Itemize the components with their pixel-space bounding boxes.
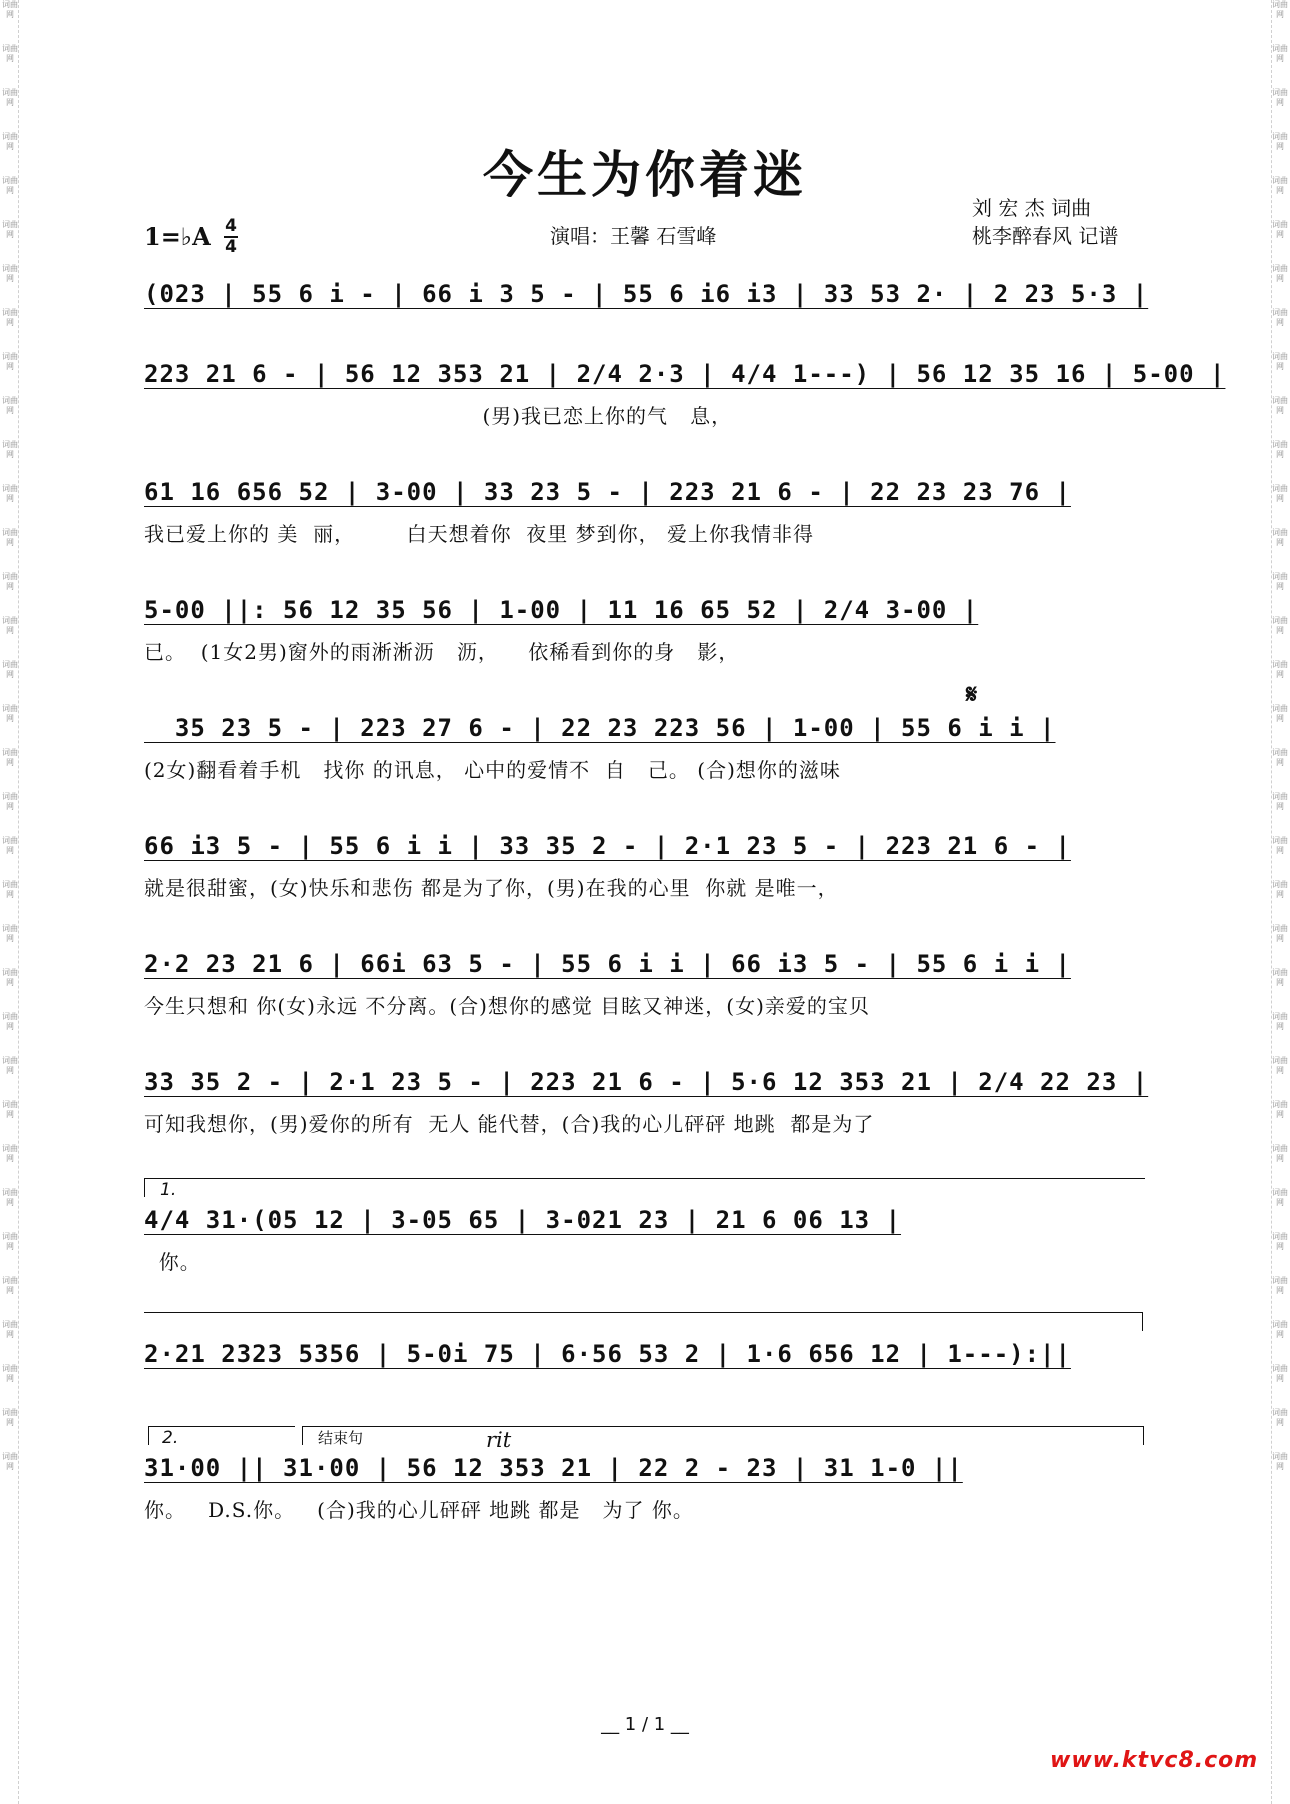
- score-line-5-lyrics: (2女)翻看着手机 找你 的讯息， 心中的爱情不 自 己。 (合)想你的滋味: [144, 758, 841, 782]
- segno-mark: 𝄋: [966, 680, 978, 710]
- watermark-text: 词曲网: [1272, 1364, 1288, 1383]
- volta-2-label: 2.: [162, 1428, 179, 1448]
- watermark-text: 词曲网: [1272, 1012, 1288, 1031]
- watermark-text: 词曲网: [2, 792, 18, 811]
- watermark-text: 词曲网: [2, 132, 18, 151]
- watermark-text: 词曲网: [2, 1100, 18, 1119]
- watermark-text: 词曲网: [2, 352, 18, 371]
- volta-bracket-1-continued: [144, 1312, 1143, 1331]
- watermark-text: 词曲网: [1272, 880, 1288, 899]
- watermark-text: 词曲网: [2, 396, 18, 415]
- watermark-text: 词曲网: [1272, 836, 1288, 855]
- score-line-3-notes: 61 16 656 52 | 3-00 | 33 23 5 - | 223 21 6 - | 22 23 23 76 |: [144, 478, 1071, 506]
- watermark-text: 词曲网: [1272, 1276, 1288, 1295]
- watermark-text: 词曲网: [1272, 220, 1288, 239]
- watermark-strip-left: [2, 0, 19, 1804]
- score-line-1-notes: (023 | 55 6 i - | 66 i 3 5 - | 55 6 i6 i3 | 33 53 2· | 2 23 5·3 |: [144, 280, 1149, 308]
- score-line-11-notes: 31·00 || 31·00 | 56 12 353 21 | 22 2 - 23 | 31 1-0 ||: [144, 1454, 963, 1482]
- page-number: __ 1 / 1 __: [601, 1714, 689, 1735]
- watermark-text: 词曲网: [1272, 176, 1288, 195]
- watermark-text: 词曲网: [2, 1408, 18, 1427]
- watermark-text: 词曲网: [1272, 352, 1288, 371]
- watermark-text: 词曲网: [2, 572, 18, 591]
- watermark-text: 词曲网: [2, 748, 18, 767]
- watermark-text: 词曲网: [1272, 572, 1288, 591]
- watermark-text: 词曲网: [2, 0, 18, 19]
- site-logo: www.ktvc8.com: [1050, 1748, 1259, 1773]
- watermark-text: 词曲网: [2, 924, 18, 943]
- watermark-text: 词曲网: [2, 704, 18, 723]
- score-line-8-lyrics: 可知我想你，(男)爱你的所有 无人 能代替，(合)我的心儿砰砰 地跳 都是为了: [144, 1112, 875, 1136]
- watermark-text: 词曲网: [1272, 1408, 1288, 1427]
- watermark-text: 词曲网: [2, 440, 18, 459]
- score-line-4-notes: 5-00 ||: 56 12 35 56 | 1-00 | 11 16 65 52 | 2/4 3-00 |: [144, 596, 979, 624]
- time-sig-bottom: 4: [225, 237, 237, 257]
- watermark-text: 词曲网: [1272, 704, 1288, 723]
- watermark-text: 词曲网: [1272, 88, 1288, 107]
- score-line-2-lyrics: (男)我已恋上你的气 息，: [144, 404, 733, 428]
- watermark-text: 词曲网: [2, 1320, 18, 1339]
- watermark-text: 词曲网: [1272, 308, 1288, 327]
- watermark-text: 词曲网: [1272, 968, 1288, 987]
- score-line-9-lyrics: 你。: [144, 1250, 201, 1274]
- watermark-text: 词曲网: [2, 660, 18, 679]
- watermark-text: 词曲网: [2, 88, 18, 107]
- watermark-text: 词曲网: [2, 1276, 18, 1295]
- watermark-text: 词曲网: [2, 264, 18, 283]
- watermark-text: 词曲网: [2, 220, 18, 239]
- watermark-text: 词曲网: [1272, 264, 1288, 283]
- watermark-text: 词曲网: [1272, 1100, 1288, 1119]
- score-line-6-notes: 66 i3 5 - | 55 6 i i | 33 35 2 - | 2·1 23 5 - | 223 21 6 - |: [144, 832, 1071, 860]
- watermark-text: 词曲网: [2, 1188, 18, 1207]
- score-line-11-lyrics: 你。 D.S.你。 (合)我的心儿砰砰 地跳 都是 为了 你。: [144, 1498, 694, 1522]
- lyricist-composer: 刘 宏 杰 词曲: [972, 196, 1092, 220]
- watermark-text: 词曲网: [1272, 748, 1288, 767]
- time-sig-top: 4: [225, 216, 237, 236]
- ritardando-mark: rit: [486, 1428, 512, 1452]
- watermark-text: 词曲网: [1272, 1232, 1288, 1251]
- score-line-2-notes: 223 21 6 - | 56 12 353 21 | 2/4 2·3 | 4/4 1---) | 56 12 35 16 | 5-00 |: [144, 360, 1226, 388]
- watermark-text: 词曲网: [1272, 1452, 1288, 1471]
- volta-bracket-1: [144, 1178, 1145, 1197]
- score-line-10-notes: 2·21 2323 5356 | 5-0i 75 | 6·56 53 2 | 1·6 656 12 | 1---):||: [144, 1340, 1071, 1368]
- ending-bracket: [302, 1426, 1144, 1445]
- watermark-text: 词曲网: [1272, 792, 1288, 811]
- watermark-text: 词曲网: [2, 616, 18, 635]
- watermark-text: 词曲网: [2, 1364, 18, 1383]
- score-line-6-lyrics: 就是很甜蜜，(女)快乐和悲伤 都是为了你，(男)在我的心里 你就 是唯一，: [144, 876, 839, 900]
- watermark-text: 词曲网: [1272, 660, 1288, 679]
- song-title: 今生为你着迷: [483, 145, 807, 204]
- watermark-text: 词曲网: [2, 880, 18, 899]
- watermark-text: 词曲网: [2, 1144, 18, 1163]
- watermark-text: 词曲网: [1272, 1144, 1288, 1163]
- watermark-text: 词曲网: [2, 968, 18, 987]
- watermark-text: 词曲网: [1272, 44, 1288, 63]
- score-line-4-lyrics: 已。 (1女2男)窗外的雨淅淅沥 沥， 依稀看到你的身 影，: [144, 640, 740, 664]
- watermark-text: 词曲网: [1272, 440, 1288, 459]
- watermark-text: 词曲网: [2, 1056, 18, 1075]
- score-line-9-notes: 4/4 31·(05 12 | 3-05 65 | 3-021 23 | 21 6 06 13 |: [144, 1206, 902, 1234]
- score-line-3-lyrics: 我已爱上你的 美 丽， 白天想着你 夜里 梦到你， 爱上你我情非得: [144, 522, 815, 546]
- watermark-text: 词曲网: [1272, 0, 1288, 19]
- watermark-text: 词曲网: [1272, 132, 1288, 151]
- watermark-text: 词曲网: [2, 176, 18, 195]
- score-line-5-notes: 35 23 5 - | 223 27 6 - | 22 23 223 56 | 1-00 | 55 6 i i |: [144, 714, 1056, 742]
- score-line-7-lyrics: 今生只想和 你(女)永远 不分离。(合)想你的感觉 目眩又神迷，(女)亲爱的宝贝: [144, 994, 870, 1018]
- watermark-text: 词曲网: [1272, 528, 1288, 547]
- transcriber: 桃李醉春风 记谱: [972, 224, 1119, 248]
- watermark-text: 词曲网: [2, 528, 18, 547]
- watermark-text: 词曲网: [2, 1452, 18, 1471]
- watermark-strip-right: [1271, 0, 1288, 1804]
- watermark-text: 词曲网: [1272, 924, 1288, 943]
- watermark-text: 词曲网: [2, 1012, 18, 1031]
- watermark-text: 词曲网: [2, 308, 18, 327]
- score-line-8-notes: 33 35 2 - | 2·1 23 5 - | 223 21 6 - | 5·6 12 353 21 | 2/4 22 23 |: [144, 1068, 1149, 1096]
- watermark-text: 词曲网: [1272, 1320, 1288, 1339]
- score-line-7-notes: 2·2 23 21 6 | 66i 63 5 - | 55 6 i i | 66 i3 5 - | 55 6 i i |: [144, 950, 1071, 978]
- volta-1-label: 1.: [160, 1180, 177, 1200]
- watermark-text: 词曲网: [1272, 1056, 1288, 1075]
- watermark-text: 词曲网: [2, 836, 18, 855]
- singers: 演唱：王馨 石雪峰: [550, 224, 717, 248]
- watermark-text: 词曲网: [1272, 396, 1288, 415]
- watermark-text: 词曲网: [2, 1232, 18, 1251]
- watermark-text: 词曲网: [1272, 484, 1288, 503]
- watermark-text: 词曲网: [2, 44, 18, 63]
- watermark-text: 词曲网: [2, 484, 18, 503]
- ending-section-label: 结束句: [318, 1429, 364, 1447]
- watermark-text: 词曲网: [1272, 616, 1288, 635]
- time-signature: [224, 218, 238, 256]
- key-signature: 1=♭A: [144, 222, 211, 251]
- watermark-text: 词曲网: [1272, 1188, 1288, 1207]
